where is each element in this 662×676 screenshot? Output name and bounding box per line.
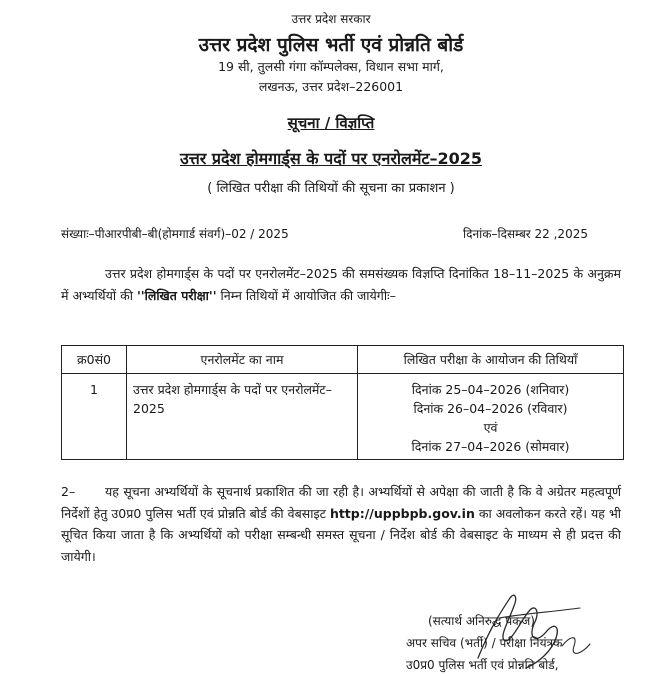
notice-label: सूचना / विज्ञप्ति — [287, 114, 375, 132]
address-line-2: लखनऊ, उत्तर प्रदेश–226001 — [258, 79, 404, 94]
address-line-1: 19 सी, तुलसी गंगा कॉम्पलेक्स, विधान सभा मार्ग, — [218, 59, 444, 74]
signatory-block — [406, 610, 562, 676]
notice-date: दिनांक–दिसम्बर 22 ,2025 — [463, 227, 588, 241]
exam-date-2: दिनांक 26–04–2026 (रविवार) — [413, 401, 568, 416]
exam-date-conjunction: एवं — [483, 420, 498, 435]
cell-exam-dates — [358, 374, 624, 460]
cell-enrolment-name: उत्तर प्रदेश होमगार्ड्स के पदों पर एनरोलमेंट–2025 — [127, 374, 358, 460]
paragraph-2-number: 2– — [61, 484, 76, 499]
table-header-row — [62, 346, 624, 374]
paragraph-2-text-a: यह सूचना अभ्यर्थियों के सूचनार्थ प्रकाशित की जा रही है। अभ्यर्थियों से अपेक्षा की जाती है कि वे अग्रेतर महत्वपूर्ण निर्देशों हेतु उ0प्र0 पुलिस भर्ती एवं प्रोन्नति बोर्ड की वेबसाइट — [61, 484, 621, 521]
header-enrolment-name: एनरोलमेंट का नाम — [127, 346, 358, 374]
exam-date-1: दिनांक 25–04–2026 (शनिवार) — [411, 382, 570, 397]
paragraph-1-text-a: उत्तर प्रदेश होमगार्ड्स के पदों पर एनरोलमेंट–2025 की समसंख्यक विज्ञप्ति दिनांकित 18–11–2025 के अनुक्रम में अभ्यर्थियों की — [61, 266, 621, 303]
exam-date-3: दिनांक 27–04–2026 (सोमवार) — [411, 439, 570, 454]
signatory-name: (सत्यार्थ अनिरुद्ध पंकज) — [428, 614, 535, 628]
paragraph-1-emphasis: ''लिखित परीक्षा'' — [136, 287, 217, 303]
cell-serial-number: 1 — [62, 374, 127, 460]
paragraph-1 — [61, 263, 621, 306]
table-row — [62, 374, 624, 460]
paragraph-1-text-b: निम्न तिथियों में आयोजित की जायेगीः– — [216, 287, 396, 303]
signatory-designation: अपर सचिव (भर्ती) / परीक्षा नियंत्रक — [406, 636, 563, 650]
notice-subsubject: ( लिखित परीक्षा की तिथियों की सूचना का प्रकाशन ) — [207, 181, 455, 196]
signatory-organization: उ0प्र0 पुलिस भर्ती एवं प्रोन्नति बोर्ड, — [406, 658, 559, 672]
header-serial-number: क्र0सं0 — [62, 346, 127, 374]
website-link[interactable]: http://uppbpb.gov.in — [329, 505, 475, 521]
exam-schedule-table — [61, 345, 624, 460]
paragraph-2 — [61, 481, 621, 567]
government-line: उत्तर प्रदेश सरकार — [291, 12, 371, 26]
notice-subject: उत्तर प्रदेश होमगार्ड्स के पदों पर एनरोलमेंट–2025 — [179, 149, 483, 168]
board-name: उत्तर प्रदेश पुलिस भर्ती एवं प्रोन्नति बोर्ड — [198, 34, 464, 56]
header-exam-dates: लिखित परीक्षा के आयोजन की तिथियाँ — [358, 346, 624, 374]
reference-number: संख्याः–पीआरपीबी–बी(होमगार्ड संवर्ग)–02 / 2025 — [61, 227, 289, 241]
paragraph-2-text-b: का अवलोकन करते रहें। यह भी सूचित किया जाता है कि अभ्यर्थियों को परीक्षा सम्बन्धी समस्त सूचना / निर्देश बोर्ड की वेबसाइट के माध्यम से ही प्रदत्त की जायेगी। — [61, 505, 621, 564]
